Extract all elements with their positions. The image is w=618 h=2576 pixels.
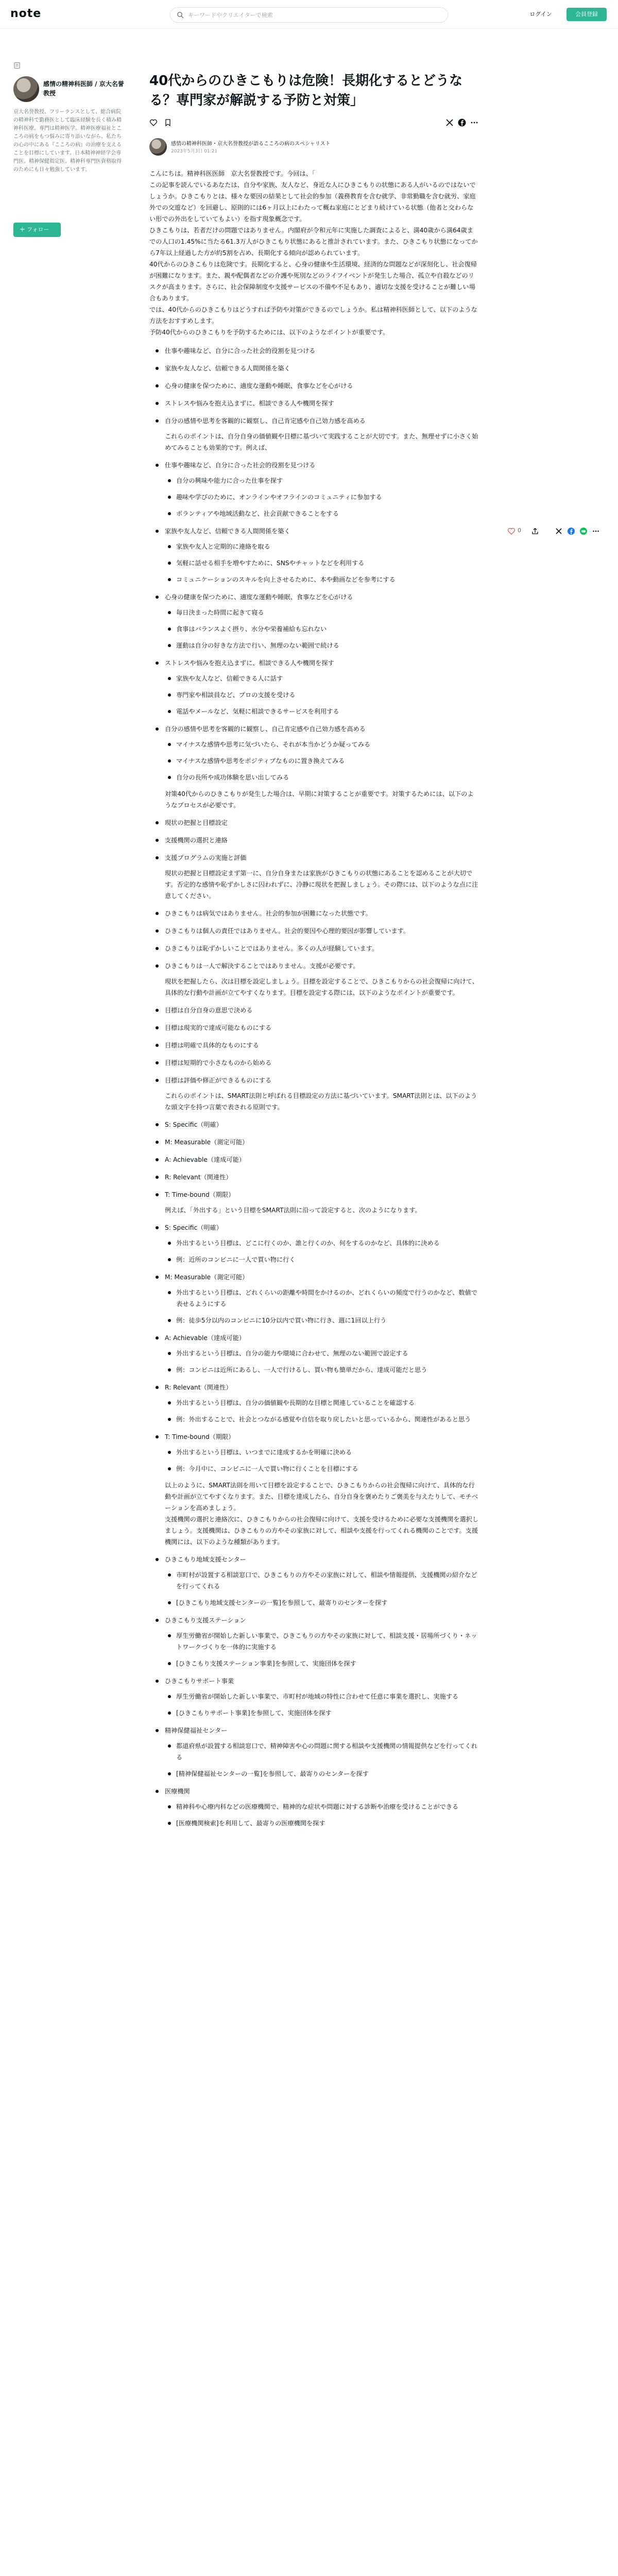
share-icon[interactable]: [531, 527, 539, 535]
list-item: [149, 835, 479, 846]
sub-list-item: 外出するという目標は、いつまでに達成するかを明確に決める: [165, 1447, 479, 1458]
list-item: [149, 817, 479, 828]
sub-list-item: [医療機関検索]を利用して、最寄りの医療機関を探す: [165, 1818, 479, 1829]
list-item-text: 目標は現実的で達成可能なものにする: [165, 1024, 272, 1031]
bookmark-icon[interactable]: [164, 118, 172, 127]
follow-label: フォロー: [27, 226, 49, 233]
sub-list-item: [ひきこもり支援ステーション事業]を参照して、実施団体を探す: [165, 1658, 479, 1669]
list-item: [149, 460, 479, 519]
sub-list-item: 電話やメールなど、気軽に相談できるサービスを利用する: [165, 706, 479, 717]
paragraph: 40代からのひきこもりは危険です。長期化すると、心身の健康や生活環境、経済的な問題などが深刻化し、社会復帰が困難になります。また、親や配偶者などの介護や死別などのライフイベントが発生した場合、孤立や自殺などのリスクが高まります。さらに、社会保障制度や支援サービスの不備や不足もあり、適切な支援を受けることが難しい場合もあります。: [149, 261, 477, 302]
list-item-text: 自分の感情や思考を客観的に観察し、自己肯定感や自己効力感を高める: [165, 725, 366, 733]
sub-list-item: 精神科や心療内科などの医療機関で、精神的な症状や問題に対する診断や治療を受けることができる: [165, 1801, 479, 1812]
list-item-paragraph: 例えば、「外出する」という目標をSMART法則に沿って設定すると、次のようになります。: [165, 1207, 421, 1214]
list-item-text: R: Relevant（関連性）: [165, 1174, 232, 1181]
list-item: [149, 1057, 479, 1069]
author-avatar[interactable]: [149, 138, 167, 156]
sub-list-item: 厚生労働省が開始した新しい事業で、市町村が地域の特性に合わせて任意に事業を選択し、実施する: [165, 1691, 479, 1702]
list-item-text: 家族や友人など、信頼できる人間関係を築く: [165, 365, 290, 372]
sub-list: [165, 1569, 479, 1608]
list-item: [149, 363, 479, 374]
sub-list: [165, 1287, 479, 1326]
sub-list-item: 都道府県が設置する相談窓口で、精神障害や心の問題に関する相談や支援機関の情報提供などを行ってくれる: [165, 1740, 479, 1763]
sub-list: [165, 1630, 479, 1669]
list-item-paragraph: これらのポイントは、SMART法則と呼ばれる目標設定の方法に基づいています。SMART法則とは、以下のような頭文字を持つ言葉で表される原則です。: [165, 1092, 477, 1111]
search-input[interactable]: [188, 10, 440, 20]
creator-name[interactable]: 感情の精神科医師 / 京大名誉教授: [43, 80, 124, 97]
list-item: [149, 943, 479, 954]
facebook-icon[interactable]: [457, 118, 467, 127]
heart-icon[interactable]: [507, 527, 516, 535]
x-logo-icon[interactable]: [445, 118, 454, 127]
paragraph: ひきこもりは、若者だけの問題ではありません。内閣府が令和元年に実施した調査によると、満40歳から満64歳までの人口の1.45%に当たる61.3万人がひきこもり状態にあると推計されています。また、ひきこもり状態になってから7年以上経過した方が約5割を占め、長期化する傾向が認められています。: [149, 227, 478, 257]
sub-list: [165, 1238, 479, 1265]
paragraph: こんにちは。精神科医医師 京大名誉教授です。今回は、「: [149, 170, 315, 177]
list-item: [149, 1189, 479, 1216]
sub-list-item: 運動は自分の好きな方法で行い、無理のない範囲で続ける: [165, 640, 479, 651]
list-item-text: ひきこもりサポート事業: [165, 1677, 234, 1685]
list-item: [149, 380, 479, 392]
list-item: [149, 1554, 479, 1608]
note-logo[interactable]: note: [10, 7, 42, 20]
plus-icon: +: [20, 226, 25, 233]
list-item-text: 仕事や趣味など、自分に合った社会的役割を見つける: [165, 347, 316, 354]
list-item: [149, 1119, 479, 1130]
sub-list-item: [ひきこもり地域支援センターの一覧]を参照して、最寄りのセンターを探す: [165, 1597, 479, 1608]
list-item: [149, 1272, 479, 1326]
list-item-text: T: Time-bound（期限）: [165, 1433, 235, 1440]
creator-avatar[interactable]: [13, 76, 39, 102]
sub-list-item: 外出するという目標は、自分の価値観や長期的な目標と関連していることを確認する: [165, 1397, 479, 1409]
more-icon[interactable]: [470, 118, 479, 127]
paragraph: この記事を読んでいるあなたは、自分や家族、友人など、身近な人にひきこもりの状態にある人がいるのではないでしょうか。ひきこもりとは、様々な要因の結果として社会的参加（義務教育を含む就学、非常勤職を含む就労、家庭外での交遊など）を回避し、原則的には6ヶ月以上にわたって概ね家庭にとどまり続けている状態（他者と交わらない形での外出をしていてもよい）を指す現象概念です。: [149, 181, 476, 223]
sub-list-item: 例：外出することで、社会とつながる感覚や自信を取り戻したいと思っているから、関連性があると思う: [165, 1414, 479, 1425]
author-name[interactable]: 感情の精神科医師・京大名誉教授が語るこころの病のスペシャリスト: [171, 141, 331, 147]
sub-list: [165, 1447, 479, 1475]
sub-list-item: 市町村が設置する相談窓口で、ひきこもりの方やその家族に対して、相談や情報提供、支援機関の紹介などを行ってくれる: [165, 1569, 479, 1592]
list-item-text: S: Specific（明確）: [165, 1121, 222, 1128]
sub-list-item: 例：徒歩5分以内のコンビニに10分以内で買い物に行き、週に1回以上行う: [165, 1315, 479, 1326]
list-item: [149, 908, 479, 919]
author-info: [149, 137, 479, 158]
facebook-icon[interactable]: [567, 527, 575, 535]
list-item-text: 家族や友人など、信頼できる人間関係を築く: [165, 528, 290, 535]
list-item-text: M: Measurable（測定可能）: [165, 1274, 249, 1281]
list-item-text: 心身の健康を保つために、適度な運動や睡眠、食事などを心がける: [165, 594, 353, 601]
sub-list-item: 外出するという目標は、自分の能力や環境に合わせて、無理のない範囲で設定する: [165, 1348, 479, 1359]
sub-list-item: [精神保健福祉センターの一覧]を参照して、最寄りのセンターを探す: [165, 1768, 479, 1780]
list-item: [149, 960, 479, 998]
heart-icon[interactable]: [149, 118, 158, 127]
list-item: [149, 1040, 479, 1051]
sub-list-item: 厚生労働省が開始した新しい事業で、ひきこもりの方やその家族に対して、相談支援・居場所づくり・ネットワークづくりを一体的に実施する: [165, 1630, 479, 1653]
list-item-text: A: Achievable（達成可能）: [165, 1334, 245, 1342]
list-item-text: 目標は自分自身の意思で決める: [165, 1007, 253, 1014]
follow-button[interactable]: [13, 223, 61, 237]
list-item: [149, 1222, 479, 1265]
list-item-text: M: Measurable（測定可能）: [165, 1139, 249, 1146]
like-count: 0: [518, 527, 521, 534]
list-item: [149, 852, 479, 902]
list-item-text: 目標は明確で具体的なものにする: [165, 1042, 259, 1049]
list-item: [149, 591, 479, 651]
list-item: [149, 1172, 479, 1183]
floating-action-bar: [507, 526, 610, 538]
list-item: [149, 1022, 479, 1033]
list-item-text: ひきこもりは病気ではありません。社会的参加が困難になった状態です。: [165, 910, 372, 917]
sub-list-item: 外出するという目標は、どこに行くのか、誰と行くのか、何をするのかなど、具体的に決める: [165, 1238, 479, 1249]
list-item: [149, 1154, 479, 1165]
sub-list-item: 気軽に話せる相手を増やすために、SNSやチャットなどを利用する: [165, 557, 479, 569]
list-item: [149, 1332, 479, 1376]
sub-list-item: 外出するという目標は、どれくらいの距離や時間をかけるのか、どれくらいの頻度で行うのかなど、数値で表せるようにする: [165, 1287, 479, 1310]
list-item: [149, 1675, 479, 1719]
list-item: [149, 1786, 479, 1829]
sub-list-item: 毎日決まった時間に起きて寝る: [165, 607, 479, 618]
list-item-text: ひきこもり地域支援センター: [165, 1556, 246, 1563]
sub-list-item: 自分の興味や能力に合った仕事を探す: [165, 475, 479, 486]
list-item-text: ひきこもりは一人で解決することではありません。支援が必要です。: [165, 962, 359, 970]
signup-button[interactable]: 会員登録: [566, 8, 607, 21]
list-item-paragraph: 対策40代からのひきこもりが発生した場合は、早期に対策することが重要です。対策するためには、以下のようなプロセスが必要です。: [165, 790, 474, 809]
list-item-text: 現状の把握と目標設定: [165, 819, 228, 826]
creator-description: 京大名誉教授、フリーランスとして、総合病院の精神科で勤務医として臨床経験を長く積み精神科医療。専門は精神医学。精神医療福祉とこころの病をもつ悩みに寄り添いながら、私たちの心の中にある『こころの病』の治療を支えることを目標にしています。日本精神神経学会専門医。精神保健指定医。精神科専門医資格取得のためにも日々勉強しています。: [13, 109, 122, 173]
sub-list: [165, 541, 479, 585]
article-body: [149, 168, 479, 1829]
sub-list-item: 趣味や学びのために、オンラインやオフラインのコミュニティに参加する: [165, 492, 479, 503]
publish-date: 2023年5月3日 01:21: [171, 149, 218, 154]
list-item-text: 精神保健福祉センター: [165, 1727, 228, 1734]
sub-list-item: 自分の長所や成功体験を思い出してみる: [165, 772, 479, 783]
list-item-paragraph: 以上のように、SMART法則を用いて目標を設定することで、ひきこもりからの社会復帰に向けて、具体的な行動や計画が立てやすくなります。また、目標を達成したら、自分自身を褒めたりご褒美を与えたりして、モチベーションを高めましょう。 支援機関の選択と連絡次に、ひきこもりからの社会復帰に向けて、支援を受けるために必要な支援機関を選択しましょう。支援機関は、ひきこもりの方やその家族に対して、相談や支援を行ってくれる機関のことです。支援機関には、以下のような種類があります。: [165, 1482, 479, 1546]
article-title: 40代からのひきこもりは危険！長期化するとどうなる？専門家が解説する予防と対策」: [149, 73, 463, 108]
list-item: [149, 1431, 479, 1548]
list-item: [149, 723, 479, 811]
list-item: [149, 1005, 479, 1016]
sub-list-item: 食事はバランスよく摂り、水分や栄養補給も忘れない: [165, 623, 479, 635]
more-icon[interactable]: [592, 527, 600, 535]
line-icon[interactable]: [579, 527, 588, 535]
global-header: [0, 0, 618, 29]
list-item: [149, 1137, 479, 1148]
list-item: [149, 1075, 479, 1113]
paragraph: 予防40代からのひきこもりを予防するためには、以下のようなポイントが重要です。: [149, 329, 389, 336]
sub-list-item: ボランティアや地域活動など、社会貢献できることをする: [165, 508, 479, 519]
sub-list-item: [ひきこもりサポート事業]を参照して、実施団体を探す: [165, 1707, 479, 1719]
paragraph: では、40代からのひきこもりはどうすれば予防や対策ができるのでしょうか。私は精神科医師として、以下のような方法をおすすめします。: [149, 306, 477, 325]
sub-list: [165, 475, 479, 519]
list-item: [149, 526, 479, 585]
x-logo-icon[interactable]: [555, 527, 563, 535]
list-item-text: ひきこもりは恥ずかしいことではありません。多くの人が経験しています。: [165, 945, 379, 952]
sub-list-item: 専門家や相談員など、プロの支援を受ける: [165, 689, 479, 701]
bullet-list: [149, 345, 479, 1829]
magazine-icon[interactable]: [13, 62, 21, 69]
list-item-text: 医療機関: [165, 1788, 190, 1795]
list-item-text: 支援機関の選択と連絡: [165, 837, 228, 844]
sub-list: [165, 1348, 479, 1376]
list-item-text: 目標は短期的で小さなものから始める: [165, 1059, 272, 1066]
login-button[interactable]: ログイン: [529, 11, 552, 18]
sub-list-item: 例：コンビニは近所にあるし、一人で行けるし、買い物も簡単だから、達成可能だと思う: [165, 1364, 479, 1376]
search-icon: [177, 11, 184, 19]
list-item-text: 仕事や趣味など、自分に合った社会的役割を見つける: [165, 462, 316, 469]
sub-list-item: 家族や友人など、信頼できる人に話す: [165, 673, 479, 684]
sub-list: [165, 1801, 479, 1829]
list-item: [149, 657, 479, 717]
list-item-text: A: Achievable（達成可能）: [165, 1156, 245, 1163]
article-actions: [149, 115, 479, 131]
sub-list-item: 例：今月中に、コンビニに一人で買い物に行くことを目標にする: [165, 1463, 479, 1475]
list-item-paragraph: これらのポイントは、自分自身の価値観や目標に基づいて実践することが大切です。また、無理せずに小さく始めてみることも効果的です。例えば、: [165, 433, 478, 451]
sub-list: [165, 739, 479, 783]
list-item-text: ひきこもりは個人の責任ではありません。社会的要因や心理的要因が影響しています。: [165, 927, 410, 935]
list-item: [149, 415, 479, 453]
sub-list: [165, 1740, 479, 1780]
list-item-paragraph: 現状を把握したら、次は目標を設定しましょう。目標を設定することで、ひきこもりからの社会復帰に向けて、具体的な行動や計画が立てやすくなります。目標を設定する際には、以下のようなポイントが重要です。: [165, 978, 478, 996]
list-item-text: 目標は評価や修正ができるものにする: [165, 1077, 272, 1084]
sub-list-item: マイナスな感情や思考に気づいたら、それが本当かどうか疑ってみる: [165, 739, 479, 750]
list-item: [149, 1615, 479, 1669]
list-item-paragraph: 現状の把握と目標設定まず第一に、自分自身または家族がひきこもりの状態にあることを認めることが大切です。否定的な感情や恥ずかしさに囚われずに、冷静に現状を把握しましょう。その際には、以下のような点に注意してください。: [165, 870, 478, 900]
sub-list: [165, 673, 479, 717]
list-item-text: ストレスや悩みを抱え込まずに、相談できる人や機関を探す: [165, 659, 334, 667]
list-item: [149, 1382, 479, 1425]
list-item-text: S: Specific（明確）: [165, 1224, 222, 1231]
list-item-text: R: Relevant（関連性）: [165, 1384, 232, 1391]
sub-list-item: コミュニケーションのスキルを向上させるために、本や動画などを参考にする: [165, 574, 479, 585]
sub-list: [165, 607, 479, 651]
sub-list-item: 家族や友人と定期的に連絡を取る: [165, 541, 479, 552]
list-item-text: T: Time-bound（期限）: [165, 1191, 235, 1198]
list-item: [149, 925, 479, 937]
list-item-text: 自分の感情や思考を客観的に観察し、自己肯定感や自己効力感を高める: [165, 417, 366, 425]
list-item: [149, 345, 479, 357]
article: [149, 71, 479, 1835]
list-item-text: ストレスや悩みを抱え込まずに、相談できる人や機関を探す: [165, 400, 334, 407]
search-box[interactable]: [170, 7, 448, 23]
sub-list: [165, 1691, 479, 1719]
list-item: [149, 398, 479, 409]
list-item-text: ひきこもり支援ステーション: [165, 1617, 246, 1624]
list-item-text: 支援プログラムの実施と評価: [165, 854, 247, 861]
sub-list-item: マイナスな感情や思考をポジティブなものに置き換えてみる: [165, 755, 479, 767]
list-item: [149, 1725, 479, 1780]
list-item-text: 心身の健康を保つために、適度な運動や睡眠、食事などを心がける: [165, 382, 353, 389]
sub-list-item: 例：近所のコンビニに一人で買い物に行く: [165, 1254, 479, 1265]
sub-list: [165, 1397, 479, 1425]
